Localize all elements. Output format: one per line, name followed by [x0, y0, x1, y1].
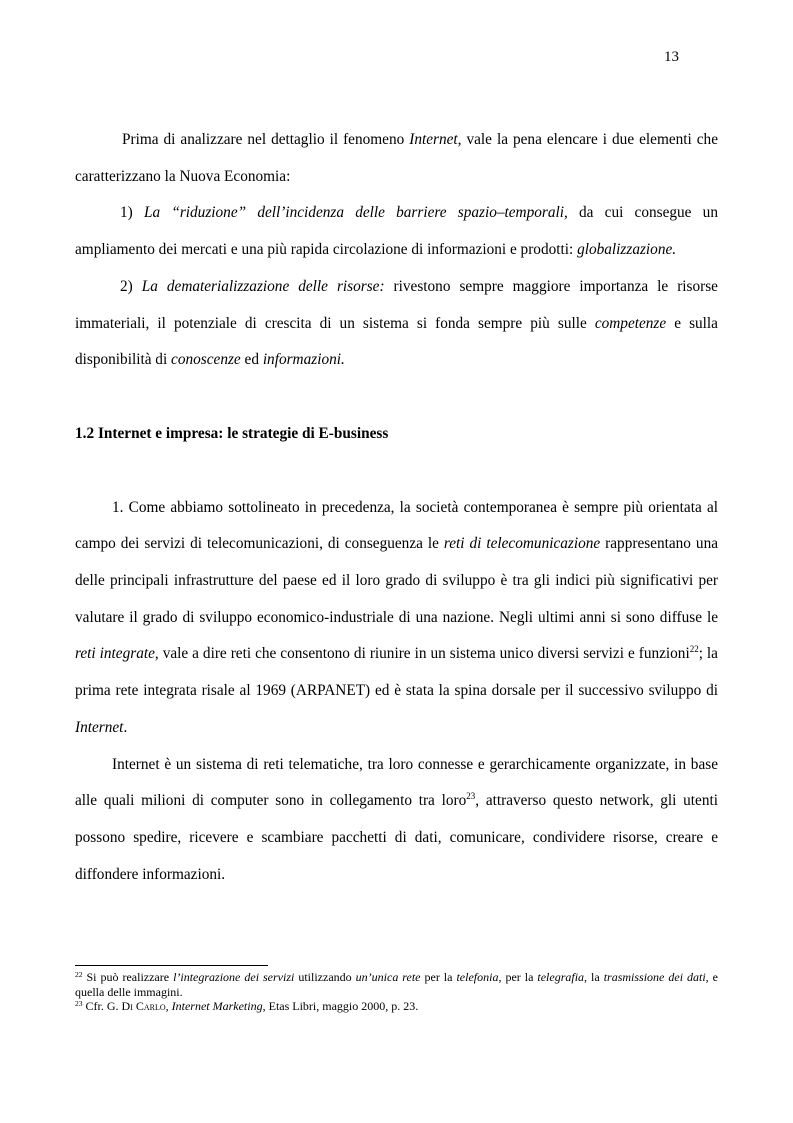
paragraph-text: ; la prima rete integrata risale al 1969 (ARPANET) ed è stata la spina dorsale per il successivo sviluppo di	[75, 645, 718, 700]
footnote-text: , per la	[498, 970, 538, 984]
list-item-emphasis: informazioni.	[262, 351, 345, 369]
footnote-emphasis: un’unica rete	[355, 970, 421, 984]
footnote-text: ,	[165, 999, 172, 1013]
footnote-22	[75, 970, 718, 999]
footnotes	[75, 970, 718, 1014]
list-item-title: La dematerializzazione delle risorse:	[141, 277, 385, 295]
footnote-book-title: Internet Marketing	[171, 999, 263, 1013]
paragraph-text-end: .	[123, 718, 128, 736]
footnote-23	[75, 999, 718, 1014]
list-item-emphasis: competenze	[594, 314, 667, 332]
list-number: 2)	[120, 277, 142, 295]
list-item-text: ed	[240, 351, 263, 369]
body-paragraph-1	[75, 490, 718, 747]
footnote-emphasis: telefonia	[456, 970, 499, 984]
footnote-text: la	[587, 970, 604, 984]
list-item-text: rivestono sempre maggiore importanza le risorse immateriali, il potenziale di crescita di un sistema si fonda sempre più sulle	[75, 277, 718, 332]
paragraph-emphasis: Internet	[75, 718, 124, 736]
paragraph-emphasis: reti integrate	[75, 645, 155, 663]
footnote-ref-22[interactable]: 22	[689, 644, 699, 655]
list-item-emphasis: conoscenze	[171, 351, 241, 369]
footnote-text: utilizzando	[294, 970, 356, 984]
footnote-number: 23	[75, 999, 83, 1008]
intro-paragraph	[75, 122, 718, 195]
footnote-text-end: , Etas Libri, maggio 2000, p. 23.	[262, 999, 419, 1013]
footnote-author: i Carlo	[130, 999, 166, 1013]
paragraph-emphasis: reti di telecomunicazione	[443, 535, 601, 553]
footnote-emphasis: trasmissione dei dati,	[603, 970, 709, 984]
intro-text-end: vale la pena elencare i due elementi che caratterizzano la Nuova Economia:	[75, 131, 718, 185]
intro-text: Prima di analizzare nel dettaglio il fenomeno	[122, 131, 410, 148]
section-heading: 1.2 Internet e impresa: le strategie di E-business	[75, 424, 389, 442]
footnote-text: Si può realizzare	[82, 970, 174, 984]
footnote-emphasis: telegrafia,	[537, 970, 588, 984]
list-number: 1)	[120, 204, 144, 222]
list-item-title: La “riduzione” dell’incidenza delle barriere spazio–temporali	[143, 204, 564, 222]
list-item-emphasis: globalizzazione.	[577, 241, 677, 259]
page-number: 13	[664, 49, 679, 65]
list-item-1	[75, 195, 718, 268]
footnote-divider	[75, 965, 268, 966]
footnote-ref-23[interactable]: 23	[466, 791, 476, 802]
list-item-text: , da cui consegue un ampliamento dei mercati e una più rapida circolazione di informazioni e prodotti:	[75, 204, 718, 259]
paragraph-text: , vale a dire reti che consentono di riunire in un sistema unico diversi servizi e funzioni	[154, 645, 690, 663]
paragraph-text-end: , attraverso questo network, gli utenti possono spedire, ricevere e scambiare pacchetti di dati, comunicare, condividere risorse, creare e diffondere informazioni.	[75, 792, 718, 883]
footnote-number: 22	[75, 970, 83, 979]
paragraph-text: Internet è un sistema di reti telematiche, tra loro connesse e gerarchicamente organizzate, in base alle quali milioni di computer sono in collegamento tra loro	[75, 755, 718, 810]
list-item-2	[75, 269, 718, 379]
footnote-text: per la	[420, 970, 457, 984]
main-text	[75, 122, 718, 893]
footnote-emphasis: l’integrazione dei servizi	[173, 970, 295, 984]
paragraph-text: 1. Come abbiamo sottolineato in precedenza, la società contemporanea è sempre più orientata al campo dei servizi di telecomunicazioni, di conseguenza le	[75, 498, 718, 553]
paragraph-text: rappresentano una delle principali infrastrutture del paese ed il loro grado di sviluppo è tra gli indici più significativi per valutare il grado di sviluppo economico-industriale di una nazione. Negli ultimi anni si sono diffuse le	[75, 535, 719, 626]
footnote-text-end: e quella delle immagini.	[75, 970, 718, 999]
body-paragraph-2	[75, 747, 718, 894]
footnote-text: Cfr. G. D	[82, 999, 131, 1013]
intro-emphasis: Internet,	[409, 131, 462, 148]
list-item-text: e sulla disponibilità di	[75, 314, 718, 369]
